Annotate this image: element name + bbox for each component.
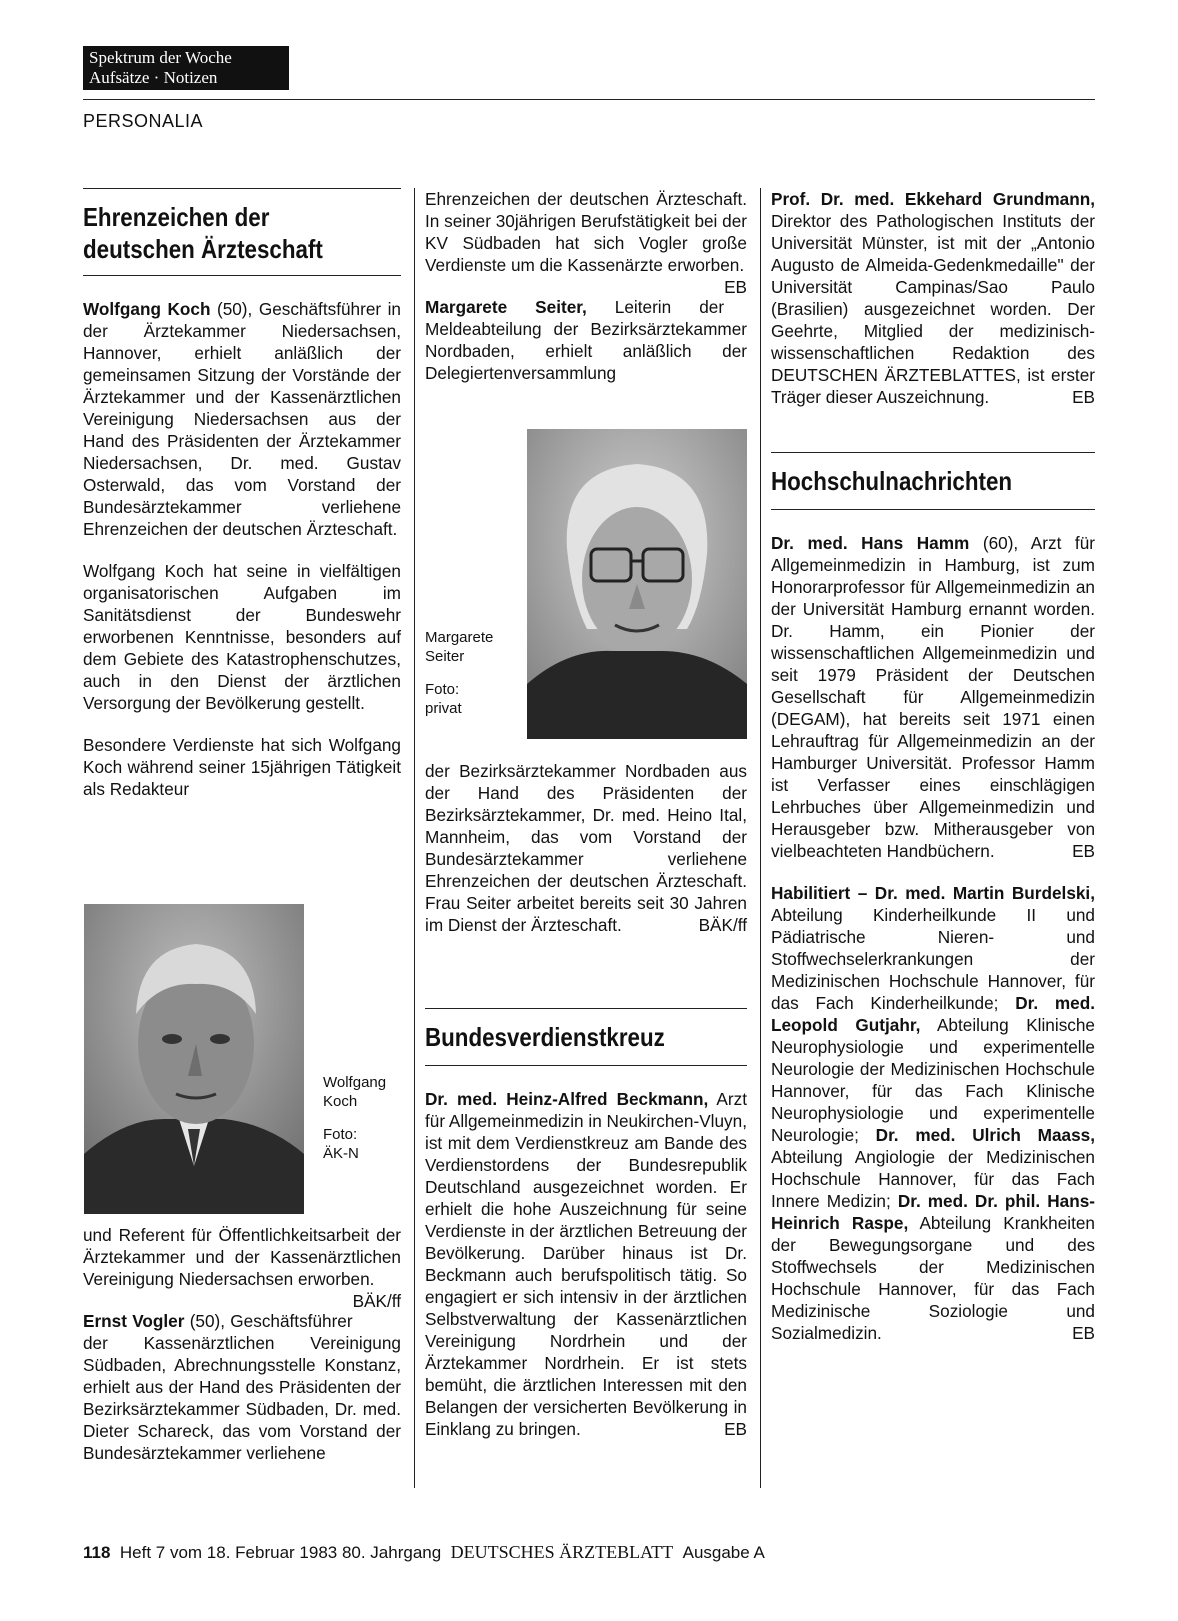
person-name: Wolfgang Koch	[83, 299, 211, 319]
column-2-continued	[425, 760, 747, 936]
column-divider	[760, 188, 761, 1488]
author-signature: EB	[1072, 841, 1095, 861]
paragraph	[771, 532, 1095, 862]
column-2	[425, 188, 747, 384]
page-footer	[83, 1542, 765, 1563]
paragraph	[771, 188, 1095, 408]
paragraph-text: Abteilung Krankheiten der Bewegungsorgane und des Stoffwechsels der Medizinischen Hochschule Hannover, für das Fach Medizinische Soziologie und Sozialmedizin.	[771, 1213, 1095, 1343]
headline-text: Bundesverdienstkreuz	[425, 1022, 665, 1052]
paragraph-text: Abteilung Angiologie der Medizinischen Hochschule Hannover, für das Fach Innere Medizin;	[771, 1147, 1095, 1211]
header-divider	[83, 99, 1095, 100]
edition-label: Ausgabe A	[682, 1543, 765, 1562]
paragraph	[83, 1310, 401, 1464]
caption-credit: ÄK-N	[323, 1145, 359, 1162]
photo-caption-seiter	[425, 628, 493, 718]
section-label: PERSONALIA	[83, 111, 204, 131]
person-name: Dr. med. Heinz-Alfred Beckmann,	[425, 1089, 709, 1109]
paragraph-text: (50), Geschäftsführer in der Ärztekammer Niedersachsen, Hannover, erhielt anläßlich der gemeinsamen Sitzung der Vorstände der Ärztekammer und der Kassenärztlichen Vereinigung Niedersachsen aus der Hand des Präsidenten der Ärztekammer Niedersachsen, Dr. med. Gustav Osterwald, das vom Vorstand der Bundesärztekammer verliehene Ehrenzeichen der deutschen Ärzteschaft.	[83, 299, 401, 539]
author-signature: EB	[1072, 1323, 1095, 1343]
headline-rule-bottom	[83, 275, 401, 276]
portrait-image	[527, 429, 747, 739]
header-line-2: Aufsätze · Notizen	[89, 68, 218, 87]
paragraph-text: Abteilung Kinderheilkunde II und Pädiatrische Nieren- und Stoffwechselerkrankungen der Medizinischen Hochschule Hannover, für das Fach Kinderheilkunde;	[771, 905, 1095, 1013]
paragraph	[425, 188, 747, 297]
paragraph-text: und Referent für Öffentlichkeitsarbeit der Ärztekammer und der Kassenärztlichen Vereinigung Niedersachsen erworben.	[83, 1225, 401, 1289]
paragraph	[425, 296, 747, 384]
caption-name: Wolfgang	[323, 1074, 387, 1091]
photo-caption-koch	[323, 1073, 386, 1163]
paragraph-text: Leiterin der Meldeabteilung der Bezirksärztekammer Nordbaden, erhielt anläßlich der Delegiertenversammlung	[425, 297, 747, 383]
header-line-1: Spektrum der Woche	[89, 48, 232, 67]
article-headline	[83, 189, 401, 275]
person-name: Ernst Vogler	[83, 1311, 185, 1331]
column-1-continued	[83, 1224, 401, 1464]
article-headline	[425, 1009, 747, 1065]
headline-text: Hochschulnachrichten	[771, 466, 1013, 496]
column-divider	[414, 188, 415, 1488]
paragraph-text: Direktor des Pathologischen Instituts der Universität Münster, ist mit der „Antonio Augusto de Almeida-Gedenkmedaille" der Universität Campinas/Sao Paulo (Brasilien) ausgezeichnet worden. Der Geehrte, Mitglied der medizinisch-wissenschaftlichen Redaktion des DEUTSCHEN ÄRZTEBLATTES, ist erster Träger dieser Auszeichnung.	[771, 211, 1095, 407]
column-2-bundesverdienstkreuz	[425, 1008, 747, 1440]
author-signature: EB	[724, 1419, 747, 1439]
paragraph	[83, 298, 401, 540]
article-headline	[771, 453, 1095, 509]
caption-credit: privat	[425, 700, 462, 717]
author-signature: BÄK/ff	[698, 915, 747, 935]
paragraph	[425, 1088, 747, 1440]
caption-name: Margarete	[425, 629, 494, 646]
paragraph: Wolfgang Koch hat seine in vielfältigen organisatorischen Aufgaben im Sanitätsdienst der Bundeswehr erworbenen Kenntnisse, besonders auf dem Gebiete des Katastrophenschutzes, auch in den Dienst der ärztlichen Versorgung der Bevölkerung gestellt.	[83, 561, 401, 713]
person-name: Dr. med. Hans Hamm	[771, 533, 970, 553]
caption-credit: Foto:	[323, 1126, 358, 1143]
paragraph: Besondere Verdienste hat sich Wolfgang Koch während seiner 15jährigen Tätigkeit als Redakteur	[83, 735, 401, 799]
caption-name: Seiter	[425, 648, 465, 665]
column-3	[771, 188, 1095, 1344]
paragraph	[425, 760, 747, 936]
column-1	[83, 188, 401, 800]
author-signature: EB	[1072, 387, 1095, 407]
author-signature: EB	[724, 277, 747, 297]
author-signature: BÄK/ff	[352, 1291, 401, 1311]
paragraph-text: der Bezirksärztekammer Nordbaden aus der Hand des Präsidenten der Bezirksärztekammer, Dr. med. Heino Ital, Mannheim, das vom Vorstand der Bundesärztekammer verliehene Ehrenzeichen der deutschen Ärzteschaft. Frau Seiter arbeitet bereits seit 30 Jahren im Dienst der Ärzteschaft.	[425, 761, 747, 935]
paragraph-text: (50), Geschäftsführer der Kassenärztlichen Vereinigung Südbaden, Abrechnungsstelle Konstanz, erhielt aus der Hand des Präsidenten der Bezirksärztekammer Südbaden, Dr. med. Dieter Schareck, das vom Vorstand der Bundesärztekammer verliehene	[83, 1311, 401, 1463]
person-name: Dr. med. Dr. phil. Hans-Heinrich Raspe,	[771, 1191, 1095, 1233]
portrait-photo-seiter	[527, 429, 747, 739]
person-name: Prof. Dr. med. Ekkehard Grundmann,	[771, 189, 1095, 209]
headline-rule-bottom	[771, 509, 1095, 510]
paragraph	[771, 882, 1095, 1344]
headline-line-2: deutschen Ärzteschaft	[83, 234, 323, 264]
page-number: 118	[83, 1543, 111, 1562]
portrait-photo-koch	[84, 904, 304, 1214]
headline-rule-bottom	[425, 1065, 747, 1066]
paragraph-text: Arzt für Allgemeinmedizin in Neukirchen-Vluyn, ist mit dem Verdienstkreuz am Bande des Verdienstordens der Bundesrepublik Deutschland ausgezeichnet worden. Er erhielt die hohe Auszeichnung für seine Verdienste in der ärztlichen Betreuung der Bevölkerung. Darüber hinaus ist Dr. Beckmann auch berufspolitisch tätig. So engagiert er sich intensiv in der ärztlichen Selbstverwaltung der Kassenärztlichen Vereinigung Nordrhein und der Ärztekammer Nordrhein. Er ist stets bemüht, die ärztlichen Interessen mit den Belangen der versicherten Bevölkerung in Einklang zu bringen.	[425, 1089, 747, 1439]
paragraph-text: Abteilung Klinische Neurophysiologie und experimentelle Neurologie der Medizinischen Hochschule Hannover, für das Fach Klinische Neurophysiologie und experimentelle Neurologie;	[771, 1015, 1095, 1145]
section-header-box	[83, 46, 289, 90]
caption-credit: Foto:	[425, 681, 460, 698]
person-name: Dr. med. Ulrich Maass,	[875, 1125, 1095, 1145]
paragraph	[83, 1224, 401, 1311]
paragraph-text: (60), Arzt für Allgemeinmedizin in Hamburg, ist zum Honorarprofessor für Allgemeinmedizin an der Universität Hamburg ernannt worden. Dr. Hamm, ein Pionier der wissenschaftlichen Allgemeinmedizin und seit 1979 Präsident der Deutschen Gesellschaft für Allgemeinmedizin (DEGAM), hat bereits seit 1971 einen Lehrauftrag für Allgemeinmedizin an der Hamburger Universität. Professor Hamm ist Verfasser eines einschlägigen Lehrbuches über Allgemeinmedizin und Herausgeber bzw. Mitherausgeber von vielbeachteten Handbüchern.	[771, 533, 1095, 861]
issue-info: Heft 7 vom 18. Februar 1983 80. Jahrgang	[119, 1543, 442, 1562]
person-name: Margarete Seiter,	[425, 297, 587, 317]
person-name: Dr. med. Leopold Gutjahr,	[771, 993, 1095, 1035]
person-name: Habilitiert – Dr. med. Martin Burdelski,	[771, 883, 1095, 903]
headline-line-1: Ehrenzeichen der	[83, 202, 270, 232]
caption-name: Koch	[323, 1093, 358, 1110]
journal-title: DEUTSCHES ÄRZTEBLATT	[450, 1542, 674, 1562]
paragraph-text: Ehrenzeichen der deutschen Ärzteschaft. In seiner 30jährigen Berufstätigkeit bei der KV Südbaden hat sich Vogler große Verdienste um die Kassenärzte erworben.	[425, 189, 747, 275]
portrait-image	[84, 904, 304, 1214]
